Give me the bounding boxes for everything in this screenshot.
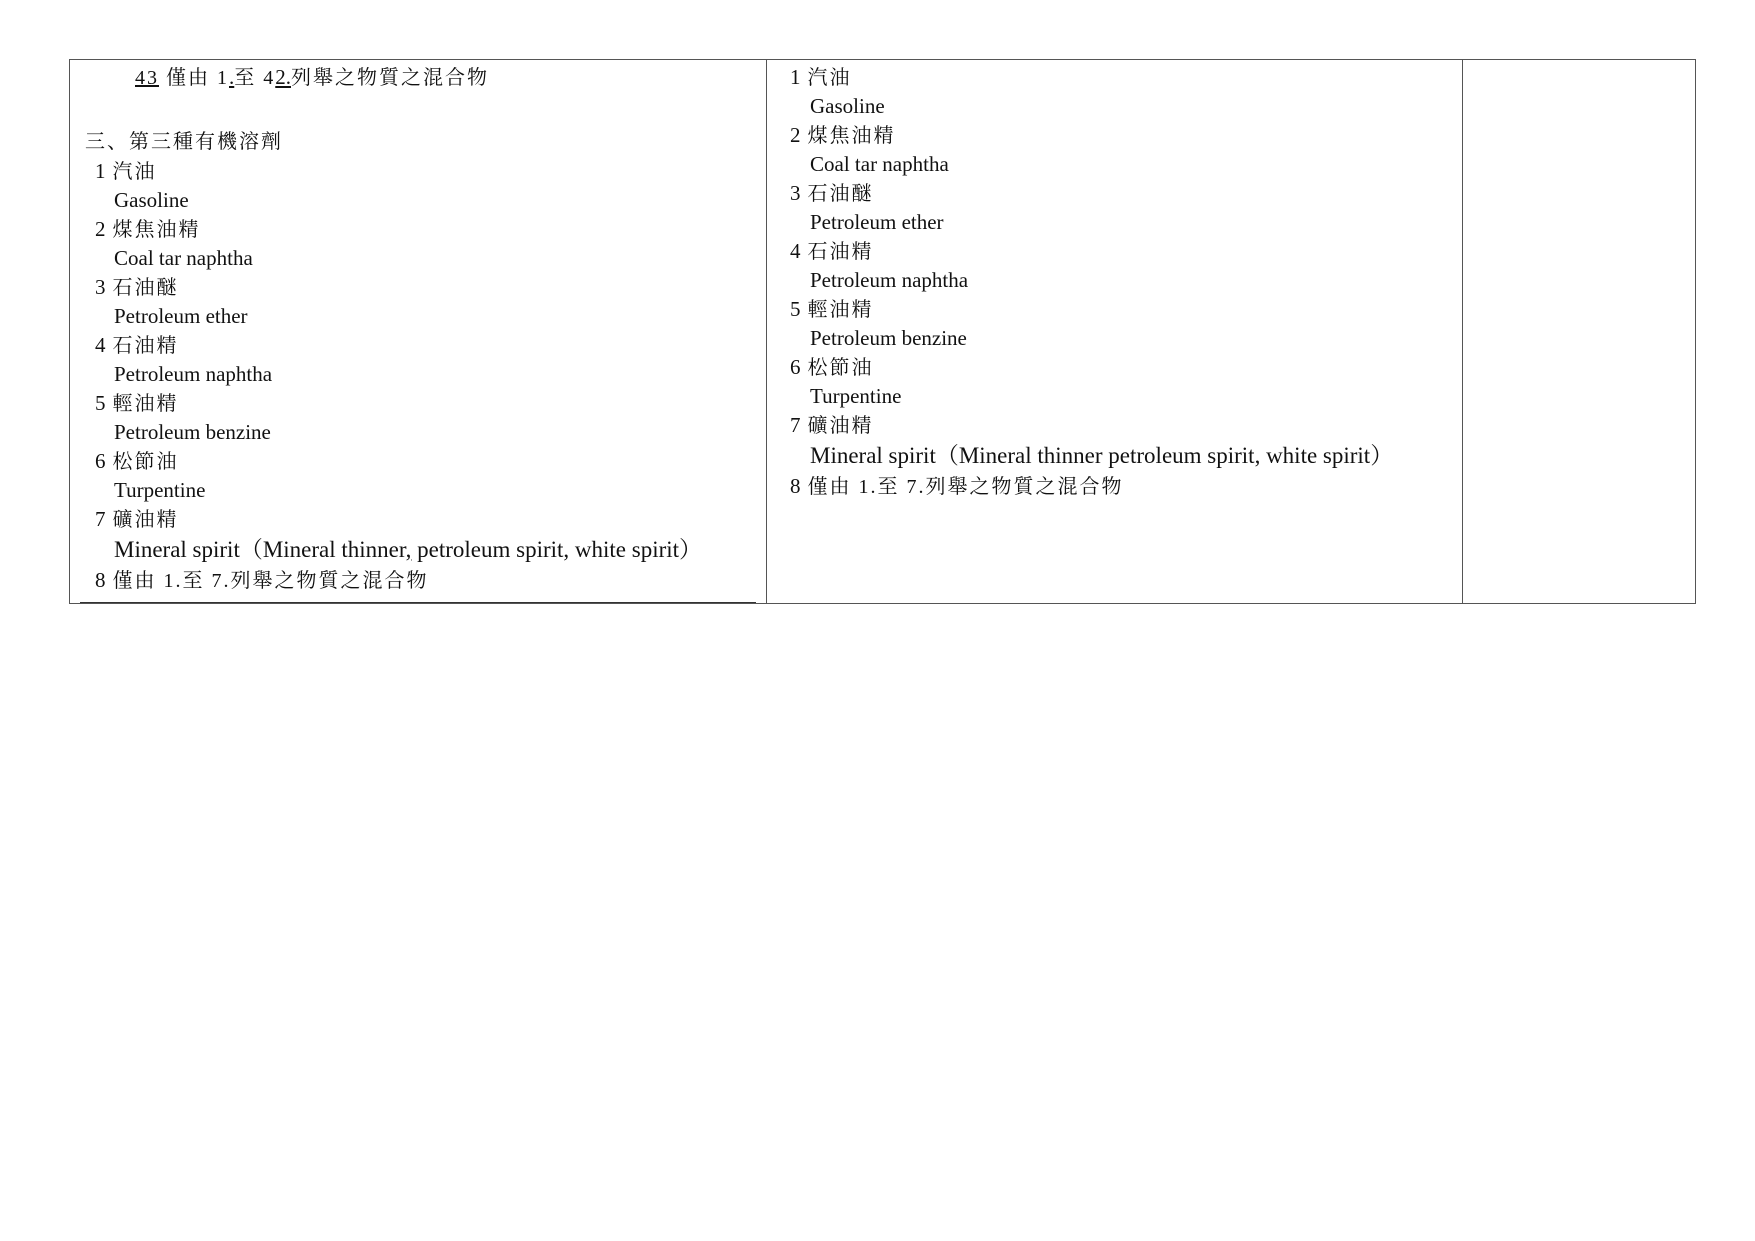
note-text-e: 列舉之物質之混合物 bbox=[291, 67, 489, 89]
list-item bbox=[767, 295, 1462, 324]
list-item bbox=[70, 215, 766, 244]
list-item bbox=[767, 353, 1462, 382]
item-number: 3 bbox=[95, 275, 106, 299]
item-number: 1 bbox=[95, 159, 106, 183]
item-number: 4 bbox=[95, 333, 106, 357]
item-number: 5 bbox=[790, 297, 801, 321]
item-name-zh: 煤焦油精 bbox=[112, 219, 201, 241]
note-text-d: 2. bbox=[275, 65, 291, 89]
list-item bbox=[70, 505, 766, 534]
item-name-en: Coal tar naphtha bbox=[114, 246, 253, 270]
list-item bbox=[767, 411, 1462, 440]
item-name-zh: 礦油精 bbox=[112, 509, 179, 531]
section-heading: 三、第三種有機溶劑 bbox=[85, 131, 283, 153]
item-name-zh: 僅由 1.至 7.列舉之物質之混合物 bbox=[112, 570, 429, 592]
list-item bbox=[767, 121, 1462, 150]
item-name-en bbox=[70, 534, 766, 566]
bottom-rule bbox=[80, 602, 756, 603]
item-number: 6 bbox=[95, 449, 106, 473]
item-number: 7 bbox=[95, 507, 106, 531]
item-name-zh: 煤焦油精 bbox=[807, 125, 896, 147]
list-item bbox=[70, 331, 766, 360]
item-name-en: Petroleum naphtha bbox=[810, 268, 969, 292]
item-name-en: Turpentine bbox=[810, 384, 902, 408]
list-item bbox=[767, 472, 1462, 501]
item-name-zh: 僅由 1.至 7.列舉之物質之混合物 bbox=[807, 476, 1124, 498]
list-item bbox=[767, 179, 1462, 208]
item-name-zh: 石油精 bbox=[112, 335, 179, 357]
note-text-b: . bbox=[229, 65, 235, 89]
table-cell-left bbox=[70, 60, 767, 603]
note-text-c: 至 4 bbox=[234, 67, 276, 89]
item-name-en: Coal tar naphtha bbox=[810, 152, 949, 176]
blank-line bbox=[70, 92, 766, 128]
item-number: 2 bbox=[790, 123, 801, 147]
list-item bbox=[70, 566, 766, 595]
item-name-zh: 汽油 bbox=[112, 161, 157, 183]
item-name-zh: 石油精 bbox=[807, 241, 874, 263]
document-table bbox=[69, 59, 1696, 604]
list-item bbox=[70, 273, 766, 302]
item-name-en: Mineral spirit（Mineral thinner petroleum spirit, white spirit） bbox=[810, 443, 1394, 468]
item-name-en: Turpentine bbox=[114, 478, 206, 502]
item-number: 5 bbox=[95, 391, 106, 415]
item-number: 8 bbox=[790, 474, 801, 498]
item-name-zh: 汽油 bbox=[807, 67, 852, 89]
item-name-en-c: petroleum spirit, white spirit） bbox=[411, 537, 703, 562]
table-cell-right-empty bbox=[1463, 60, 1695, 603]
item-name-en: Petroleum benzine bbox=[114, 420, 271, 444]
item-number: 8 bbox=[95, 568, 106, 592]
item-name-zh: 松節油 bbox=[112, 451, 179, 473]
list-item bbox=[767, 237, 1462, 266]
item-name-en: Gasoline bbox=[810, 94, 885, 118]
note-text-a: 僅由 1 bbox=[159, 67, 229, 89]
item-name-zh: 石油醚 bbox=[807, 183, 874, 205]
item-name-zh: 輕油精 bbox=[112, 393, 179, 415]
item-name-en: Petroleum ether bbox=[114, 304, 248, 328]
list-item bbox=[767, 63, 1462, 92]
item-name-en-b: , bbox=[405, 537, 412, 562]
list-item bbox=[70, 447, 766, 476]
note-number: 43 bbox=[135, 67, 159, 89]
list-item bbox=[70, 389, 766, 418]
item-number: 1 bbox=[790, 65, 801, 89]
item-name-en: Petroleum benzine bbox=[810, 326, 967, 350]
item-number: 7 bbox=[790, 413, 801, 437]
item-name-en: Gasoline bbox=[114, 188, 189, 212]
item-number: 3 bbox=[790, 181, 801, 205]
item-number: 6 bbox=[790, 355, 801, 379]
item-name-zh: 石油醚 bbox=[112, 277, 179, 299]
list-item bbox=[70, 157, 766, 186]
item-name-zh: 松節油 bbox=[807, 357, 874, 379]
table-cell-middle bbox=[767, 60, 1463, 603]
item-name-en-a: Mineral spirit（Mineral thinner bbox=[114, 537, 406, 562]
item-number: 2 bbox=[95, 217, 106, 241]
note-line-43 bbox=[70, 63, 766, 92]
item-name-zh: 礦油精 bbox=[807, 415, 874, 437]
item-number: 4 bbox=[790, 239, 801, 263]
item-name-en: Petroleum naphtha bbox=[114, 362, 273, 386]
item-name-zh: 輕油精 bbox=[807, 299, 874, 321]
item-name-en: Petroleum ether bbox=[810, 210, 944, 234]
